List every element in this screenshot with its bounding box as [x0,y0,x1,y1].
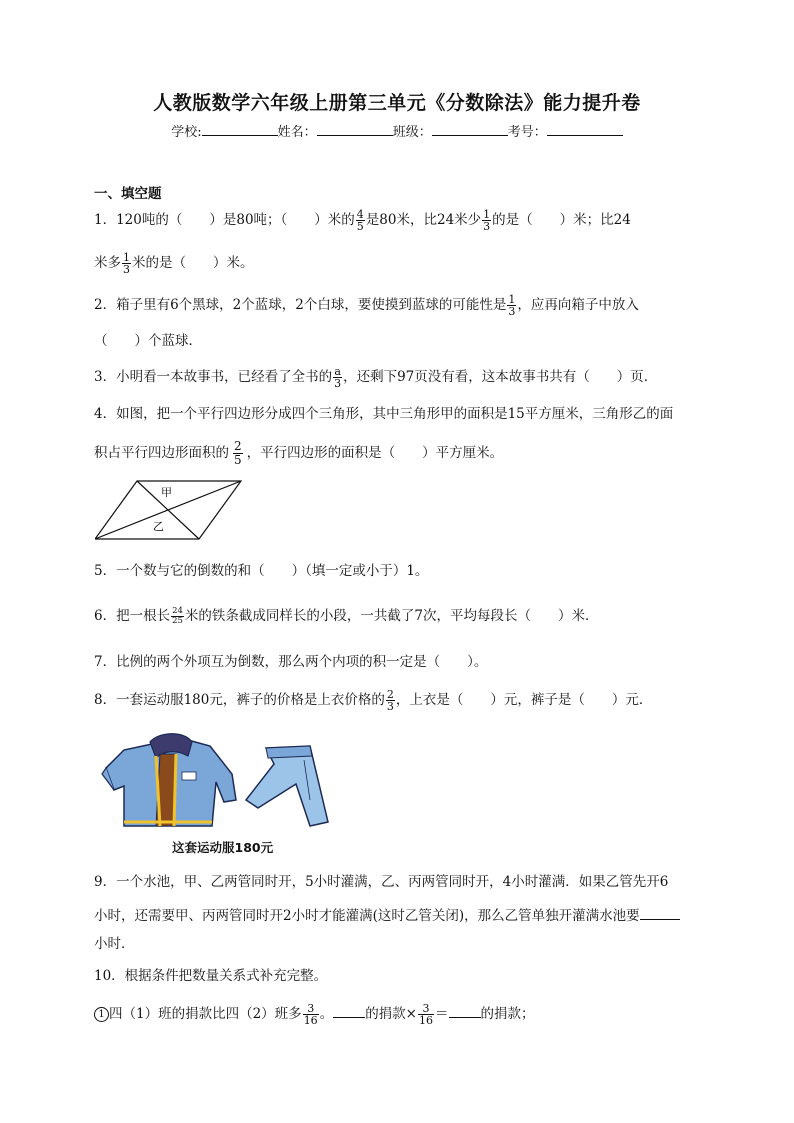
q1-fraction-4-5 [356,209,365,232]
q8-text-a: 8．一套运动服180元，裤子的价格是上衣价格的 [94,692,385,708]
sportswear-caption: 这套运动服180元 [172,840,274,855]
student-info-line [0,121,794,140]
q2-text-a: 2．箱子里有6个黑球，2个蓝球，2个白球，要使摸到蓝球的可能性是 [94,297,507,313]
triangle-yi-label: 乙 [153,520,164,533]
q10-fraction-a [303,1003,319,1026]
name-label: 姓名： [277,125,317,140]
q4-text-a: 4．如图，把一个平行四边形分成四个三角形，其中三角形甲的面积是15平方厘米，三角形乙的面 [94,406,674,422]
sportswear-illustration [100,730,340,830]
q10-text-f: 的捐款； [480,1006,535,1022]
q3-den: 3 [334,377,342,390]
question-10-title [94,966,327,986]
q2-fraction [507,294,516,317]
q9-text-a: 9．一个水池，甲、乙两管同时开，5小时灌满，乙、丙两管同时开，4小时灌满．如果乙管先开6 [94,874,669,890]
question-2-line-1 [94,294,639,317]
q8-fraction [386,689,395,712]
q2-den: 3 [508,305,516,318]
question-10-item-1 [94,1003,535,1026]
q1-f1-den: 5 [356,220,364,233]
q3-fraction [333,366,342,389]
q1-fraction-1-3-b [122,252,131,275]
question-7: 7．比例的两个外项互为倒数，那么两个内项的积一定是（ ）。 [94,654,488,670]
question-9-line-2 [94,905,680,926]
pants-image [246,746,328,826]
q10-text-d: 的捐款× [365,1006,417,1022]
triangle-jia-label: 甲 [161,486,172,499]
question-6 [94,606,599,626]
q4-fraction [233,440,243,467]
q8-den: 3 [386,700,394,713]
q4-text-c: ，平行四边形的面积是（ ）平方厘米。 [246,445,504,461]
q3-num: a [334,365,341,378]
class-blank[interactable] [432,122,508,136]
question-2-line-2 [94,331,202,351]
q10-fa-num: 3 [307,1002,315,1015]
school-label: 学校: [171,125,202,140]
question-4-line-2 [94,440,503,467]
q8-text-b: ，上衣是（ ）元，裤子是（ ）元． [395,692,653,708]
q10-text-c: 。 [319,1006,334,1022]
q6-fraction [171,607,184,626]
exam-no-label: 考号： [507,125,547,140]
school-blank[interactable] [202,122,278,136]
section-fill-in-blank: 一、填空题 [94,186,162,202]
q10-fa-den: 16 [303,1014,318,1027]
question-4-line-1 [94,404,673,424]
q1-f3-den: 3 [123,263,130,276]
q6-text-a: 6．把一根长 [94,608,171,624]
q8-num: 2 [386,688,394,701]
class-label: 班级： [392,125,432,140]
q10-text-a: 10．根据条件把数量关系式补充完整。 [94,968,328,984]
q2-num: 1 [508,293,516,306]
q10-text-e: ＝ [435,1006,449,1022]
q3-text-b: ，还剩下97页没有看，这本故事书共有（ ）页． [343,369,658,385]
question-1-line-2 [94,252,254,275]
q1-text-e: 米的是（ ）米。 [132,255,254,271]
q4-den: 5 [234,453,242,467]
q1-fraction-1-3-a [482,209,491,232]
q2-text-c: （ ）个蓝球． [94,333,202,349]
q10-fb-num: 3 [422,1002,430,1015]
jacket-image [102,734,236,826]
q10-blank-1[interactable] [333,1003,365,1018]
q6-num: 24 [172,606,183,616]
question-5: 5．一个数与它的倒数的和（ ）（填一定或小于）1。 [94,563,429,579]
parallelogram-figure [95,478,245,542]
q1-text-c: 的是（ ）米；比24 [492,212,631,228]
question-3 [94,366,657,389]
exam-no-blank[interactable] [547,122,623,136]
q9-text-b: 小时，还需要甲、丙两管同时开2小时才能灌满(这时乙管关闭)，那么乙管单独开灌满水池要 [94,908,640,924]
question-9-line-3 [94,934,135,954]
q1-f2-den: 3 [483,220,491,233]
q10-fraction-b [418,1003,434,1026]
q10-text-b: 四（1）班的捐款比四（2）班多 [109,1006,302,1022]
q4-text-b: 积占平行四边形面积的 [94,445,229,461]
circled-number-1: 1 [94,1007,109,1022]
question-1-line-1 [94,209,631,232]
q1-f2-num: 1 [483,208,491,221]
q9-answer-blank[interactable] [640,905,680,920]
q4-num: 2 [234,439,242,453]
q3-text-a: 3．小明看一本故事书，已经看了全书的 [94,369,333,385]
q9-text-c: 小时． [94,936,135,952]
q6-text-b: 米的铁条截成同样长的小段，一共截了7次，平均每段长（ ）米． [184,608,599,624]
q1-text-a: 1．120吨的（ ）是80吨；（ ）米的 [94,212,355,228]
page-title: 人教版数学六年级上册第三单元《分数除法》能力提升卷 [153,92,641,114]
q1-text-b: 是80米，比24米少 [365,212,482,228]
q10-blank-2[interactable] [449,1003,481,1018]
name-blank[interactable] [317,122,393,136]
q10-fb-den: 16 [419,1014,433,1027]
question-9-line-1 [94,872,668,892]
q2-text-b: ，应再向箱子中放入 [517,297,639,313]
question-8 [94,689,652,712]
q6-den: 25 [172,616,183,626]
q1-f3-num: 1 [123,251,130,264]
q1-text-d: 米多 [94,255,121,271]
q1-f1-num: 4 [356,208,364,221]
